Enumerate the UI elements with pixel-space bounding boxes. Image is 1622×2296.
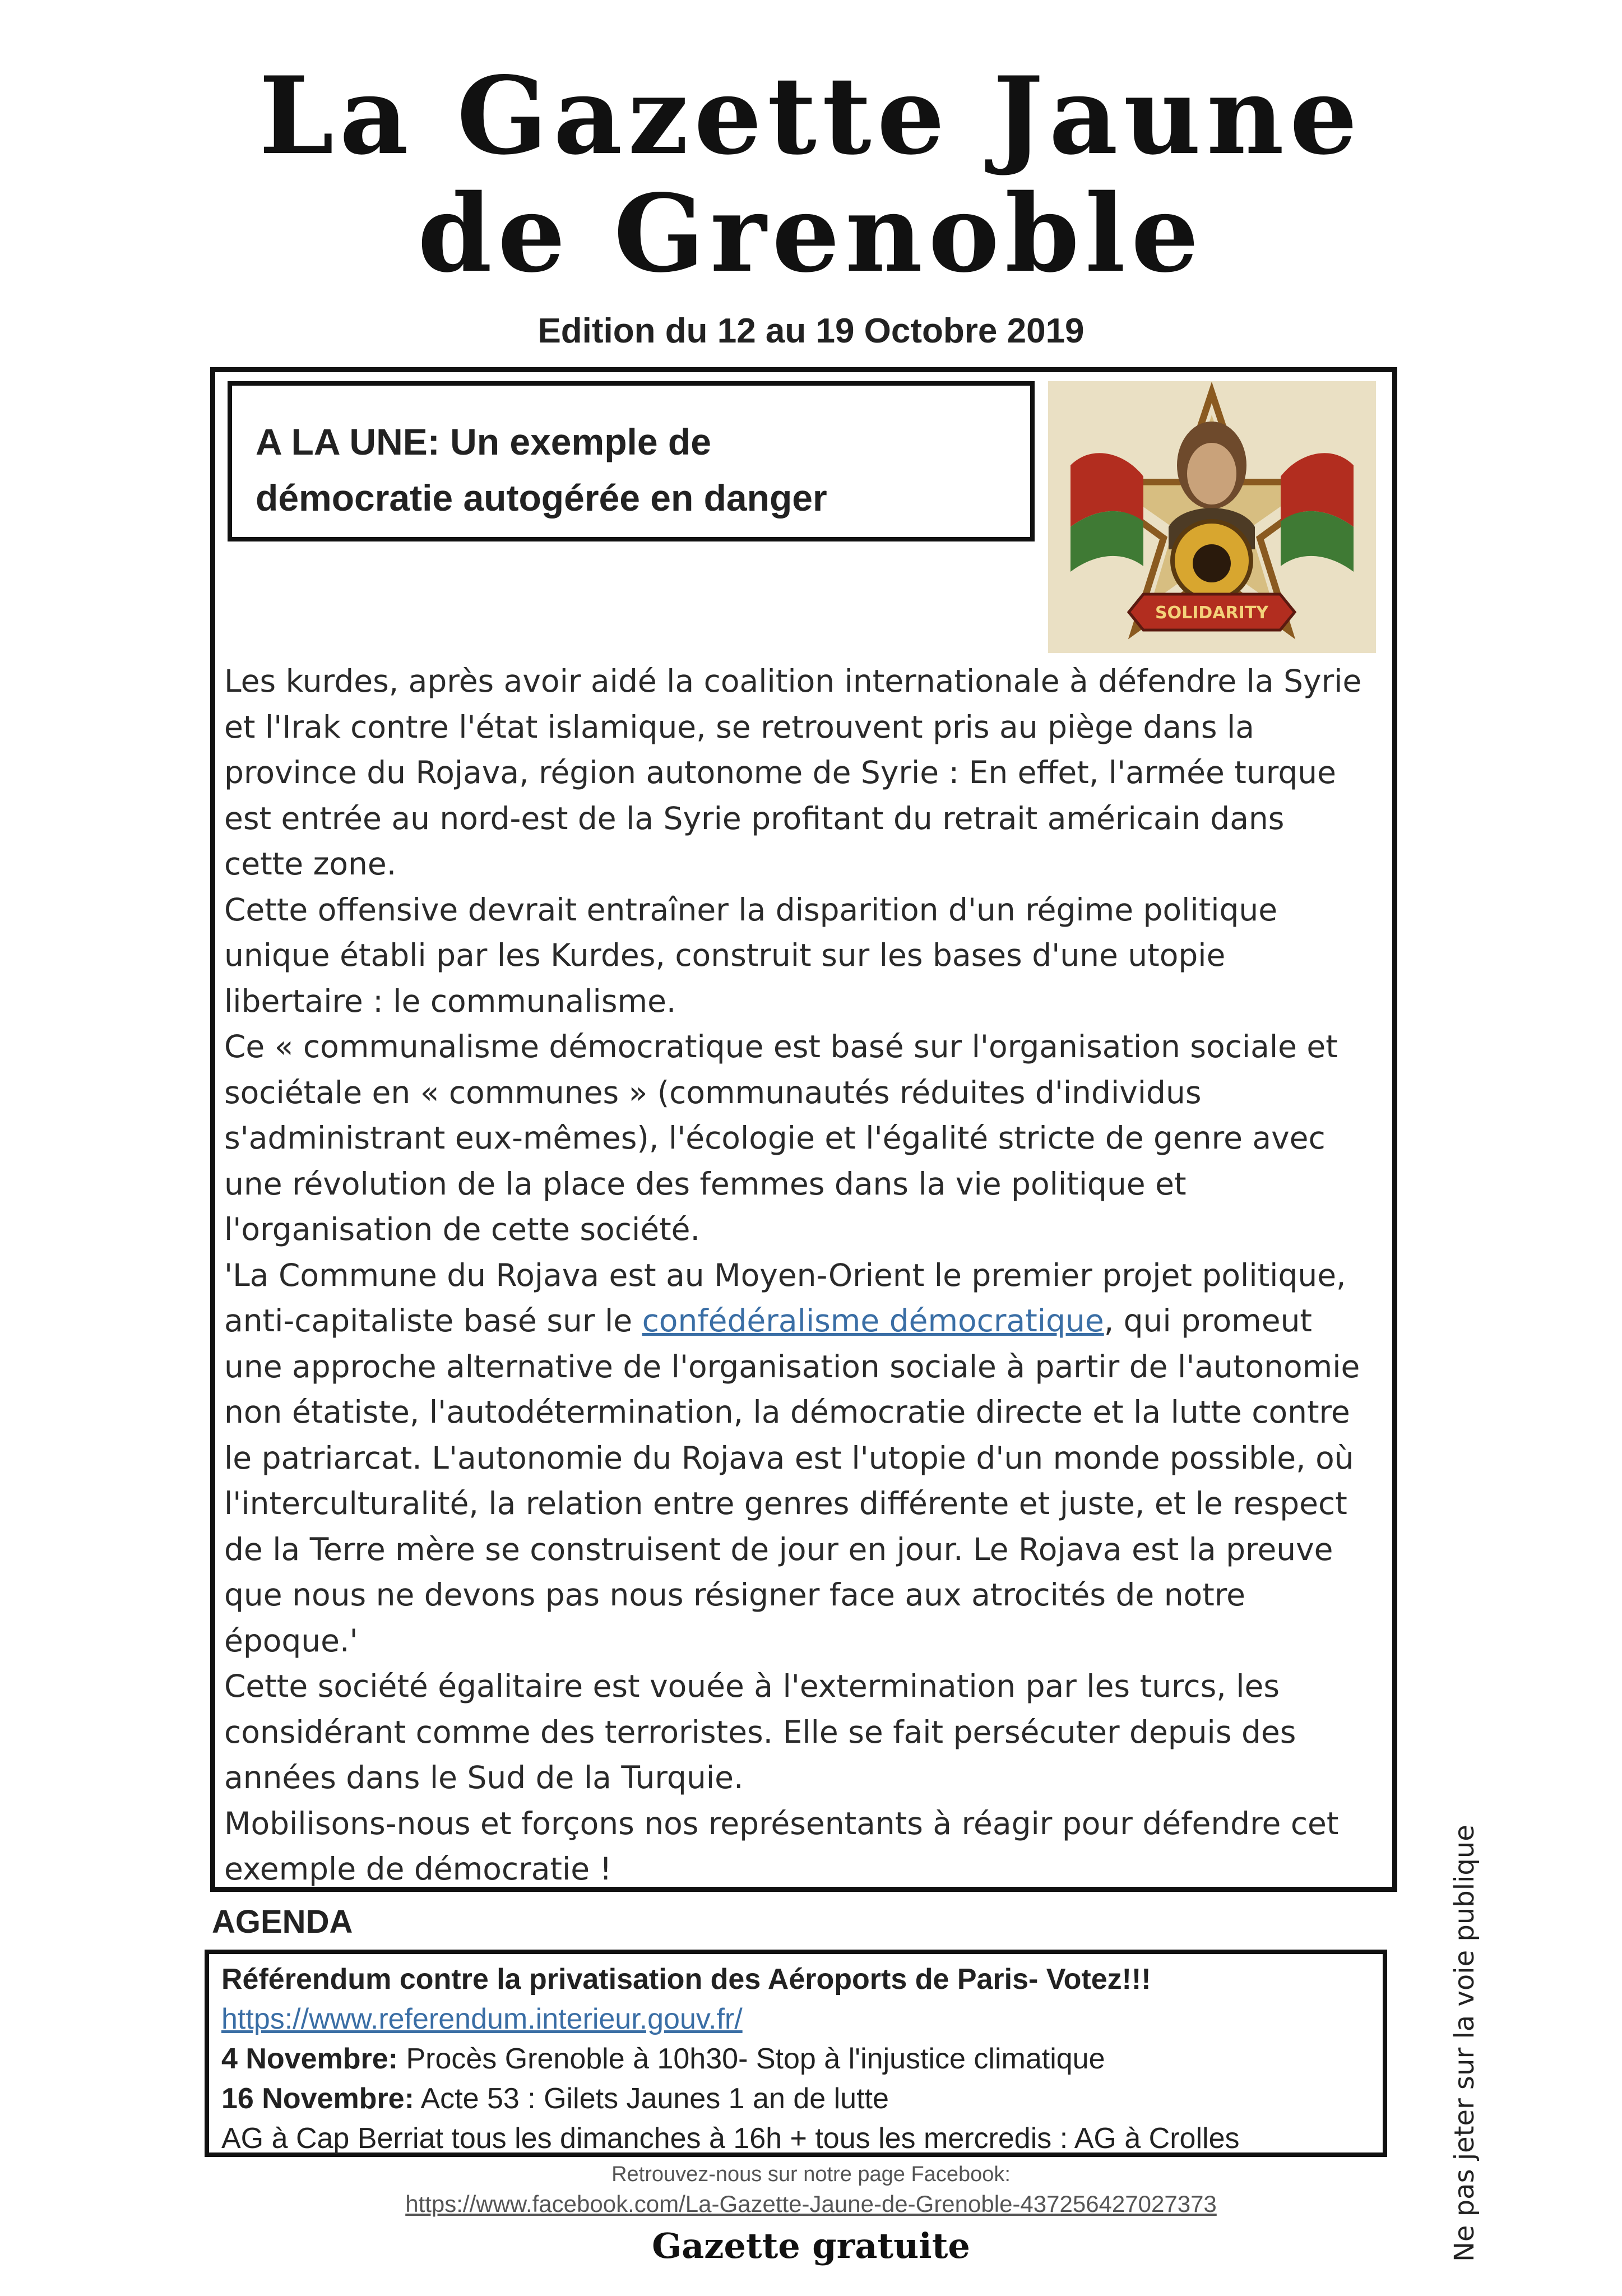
article-paragraph-3: Ce « communalisme démocratique est basé sur l'organisation sociale et sociétale en « communes » (communautés réduites d'individus s'administrant eux-mêmes), l'écologie et l'égalité stricte de genre avec une révolution de la place des femmes dans la vie politique et l'organisation de cette société. [224, 1029, 1338, 1247]
side-note-vertical: Ne pas jeter sur la voie publique [1449, 1825, 1480, 2262]
agenda-date-1: 4 Novembre: [221, 2043, 398, 2075]
footer-follow-text: Retrouvez-nous sur notre page Facebook: [611, 2163, 1011, 2186]
agenda-weekly: AG à Cap Berriat tous les dimanches à 16h + tous les mercredis : AG à Crolles [221, 2122, 1240, 2155]
facebook-link[interactable]: https://www.facebook.com/La-Gazette-Jaune-de-Grenoble-437256427027373 [405, 2191, 1217, 2217]
headline-box [228, 381, 1035, 541]
free-gazette-label: Gazette gratuite [652, 2225, 970, 2266]
article-paragraph-4-end: , qui promeut une approche alternative de l'organisation sociale à partir de l'autonomie non étatiste, l'autodétermination, la démocratie directe et la lutte contre le patriarcat. L'autonomie du Rojava est l'utopie d'un monde possible, où l'interculturalité, la relation entre genres différente et juste, et le respect de la Terre mère se construisent de jour en jour. Le Rojava est la preuve que nous ne devons pas nous résigner face aux atrocités de notre époque.' [224, 1303, 1360, 1659]
agenda-event-2-text: Acte 53 : Gilets Jaunes 1 an de lutte [414, 2082, 889, 2115]
masthead-line-2: de Grenoble [418, 171, 1204, 296]
article-body [224, 659, 1368, 1892]
solidarity-illustration [1048, 381, 1376, 653]
solidarity-banner-text: SOLIDARITY [1155, 603, 1268, 623]
agenda-referendum-link-row [221, 1999, 1383, 2039]
referendum-text: Référendum contre la privatisation des Aéroports de Paris- Votez!!! [221, 1963, 1151, 1996]
article-paragraph-2: Cette offensive devrait entraîner la disparition d'un régime politique unique établi par les Kurdes, construit sur les bases d'une utopie libertaire : le communalisme. [224, 891, 1278, 1019]
agenda-event-2 [221, 2079, 1383, 2119]
headline-line-2: démocratie autogérée en danger [256, 477, 827, 519]
article-paragraph-4-start: 'La Commune du Rojava est au Moyen-Orient le premier projet politique, anti-capitaliste basé sur le [224, 1257, 1346, 1339]
article-paragraph-1: Les kurdes, après avoir aidé la coalition internationale à défendre la Syrie et l'Irak contre l'état islamique, se retrouvent pris au piège dans la province du Rojava, région autonome de Syrie : En effet, l'armée turque est entrée au nord-est de la Syrie profitant du retrait américain dans cette zone. [224, 663, 1362, 882]
article-paragraph-6: Mobilisons-nous et forçons nos représentants à réagir pour défendre cet exemple de démocratie ! [224, 1805, 1339, 1887]
article-paragraph-4 [224, 1253, 1368, 1664]
agenda-referendum [221, 1960, 1383, 1999]
masthead-line-1: La Gazette Jaune [259, 53, 1363, 178]
article-paragraph-5: Cette société égalitaire est vouée à l'extermination par les turcs, les considérant comme des terroristes. Elle se fait persécuter depuis des années dans le Sud de la Turquie. [224, 1668, 1296, 1795]
headline-line-1: A LA UNE: Un exemple de [256, 421, 711, 462]
edition-date: Edition du 12 au 19 Octobre 2019 [537, 312, 1085, 350]
agenda-date-2: 16 Novembre: [221, 2082, 414, 2115]
agenda-event-1 [221, 2039, 1383, 2079]
agenda-box [205, 1950, 1387, 2157]
agenda-title: AGENDA [212, 1904, 353, 1940]
confederalism-link[interactable]: confédéralisme démocratique [642, 1303, 1104, 1339]
solidarity-emblem-icon [1048, 381, 1376, 653]
referendum-link[interactable]: https://www.referendum.interieur.gouv.fr/ [221, 2003, 743, 2035]
agenda-event-1-text: Procès Grenoble à 10h30- Stop à l'injustice climatique [398, 2043, 1105, 2075]
